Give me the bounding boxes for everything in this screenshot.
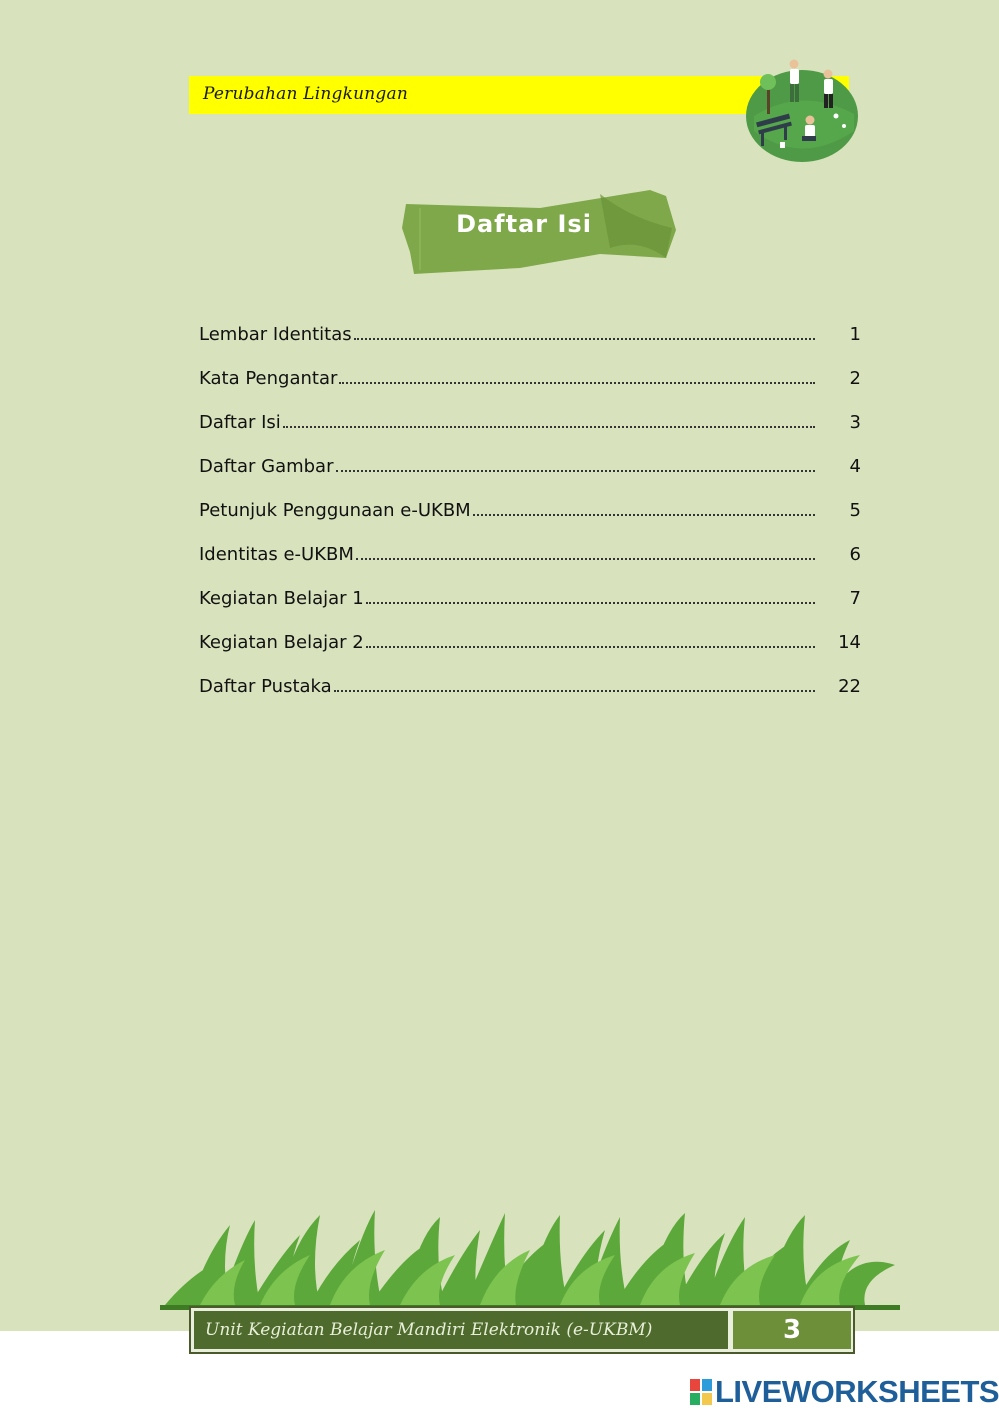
toc-leader-dots	[356, 558, 815, 560]
toc-entry-label: Lembar Identitas	[199, 324, 352, 345]
toc-leader-dots	[283, 426, 815, 428]
toc-leader-dots	[336, 470, 816, 472]
toc-entry[interactable]	[199, 397, 861, 441]
toc-leader-dots	[339, 382, 815, 384]
toc-leader-dots	[366, 602, 815, 604]
liveworksheets-logo[interactable]	[690, 1374, 999, 1410]
toc-title: Daftar Isi	[456, 210, 592, 238]
toc-leader-dots	[366, 646, 815, 648]
toc-leader-dots	[334, 690, 815, 692]
toc-entry[interactable]	[199, 529, 861, 573]
toc-leader-dots	[354, 338, 815, 340]
table-of-contents	[199, 309, 861, 705]
liveworksheets-wordmark: LIVEWORKSHEETS	[715, 1374, 999, 1409]
toc-entry-label: Daftar Gambar	[199, 456, 334, 477]
header-title: Perubahan Lingkungan	[203, 84, 408, 104]
toc-entry-page: 7	[849, 588, 861, 609]
toc-entry-label: Identitas e-UKBM	[199, 544, 354, 565]
grass-decoration	[160, 1205, 900, 1310]
toc-entry-page: 1	[849, 324, 861, 345]
toc-entry-label: Daftar Isi	[199, 412, 281, 433]
toc-entry[interactable]	[199, 617, 861, 661]
toc-entry-label: Kegiatan Belajar 1	[199, 588, 364, 609]
toc-entry-label: Daftar Pustaka	[199, 676, 332, 697]
toc-entry-label: Petunjuk Penggunaan e-UKBM	[199, 500, 471, 521]
toc-entry-page: 3	[849, 412, 861, 433]
footer-text: Unit Kegiatan Belajar Mandiri Elektronik (e-UKBM)	[205, 1320, 653, 1340]
toc-entry-page: 5	[849, 500, 861, 521]
toc-entry[interactable]	[199, 441, 861, 485]
toc-entry[interactable]	[199, 353, 861, 397]
toc-leader-dots	[473, 514, 815, 516]
toc-entry-label: Kegiatan Belajar 2	[199, 632, 364, 653]
park-cleanup-illustration	[736, 56, 861, 166]
toc-entry[interactable]	[199, 309, 861, 353]
toc-entry-page: 22	[838, 676, 861, 697]
toc-entry-page: 14	[838, 632, 861, 653]
liveworksheets-icon	[690, 1379, 712, 1405]
toc-entry-page: 2	[849, 368, 861, 389]
toc-entry[interactable]	[199, 485, 861, 529]
toc-entry-page: 6	[849, 544, 861, 565]
toc-entry-label: Kata Pengantar	[199, 368, 338, 389]
toc-entry-page: 4	[849, 456, 861, 477]
toc-entry[interactable]	[199, 573, 861, 617]
page-number: 3	[782, 1315, 802, 1345]
toc-entry[interactable]	[199, 661, 861, 705]
